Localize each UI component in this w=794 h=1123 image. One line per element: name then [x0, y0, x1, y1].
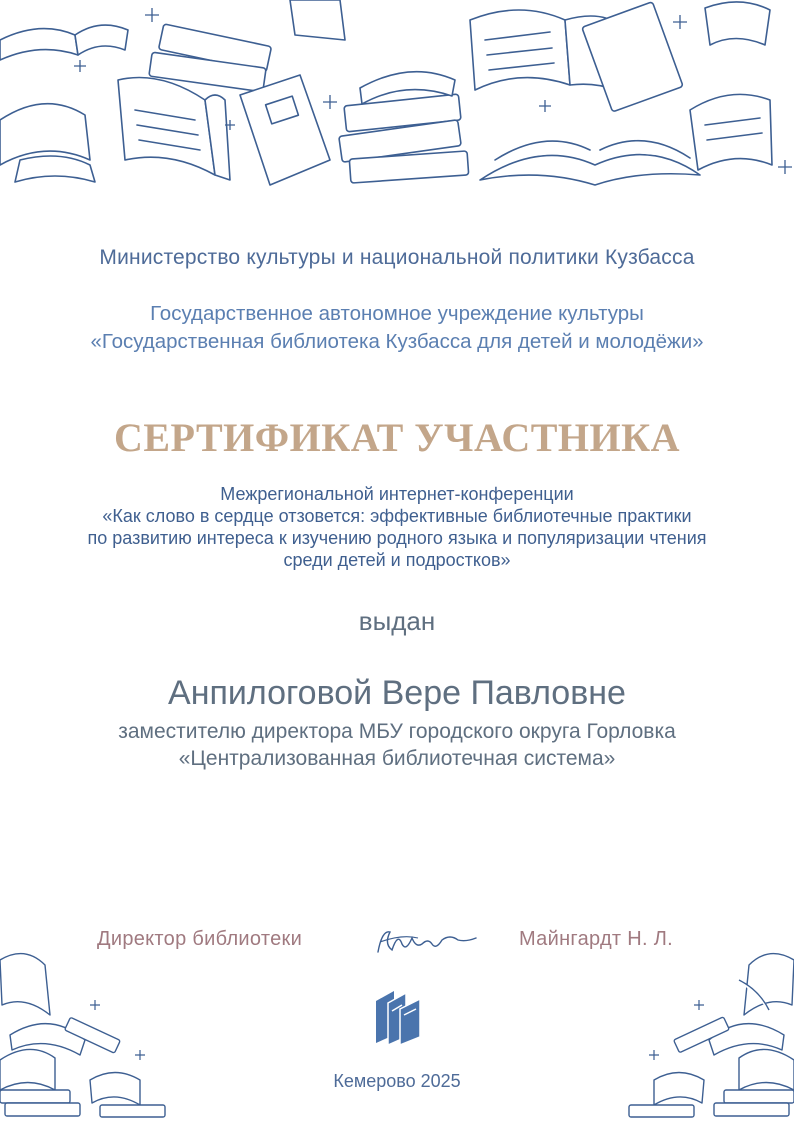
event-line: по развитию интереса к изучению родного языка и популяризации чтения	[87, 528, 707, 548]
event-line: «Как слово в сердце отзовется: эффективные библиотечные практики	[102, 506, 692, 526]
issued-label: выдан	[358, 606, 436, 636]
books-illustration-icon	[0, 0, 794, 195]
recipient-position-line: заместителю директора МБУ городского округа Горловка	[118, 720, 676, 743]
certificate-title: СЕРТИФИКАТ УЧАСТНИКА	[113, 415, 681, 460]
books-illustration-icon	[619, 940, 794, 1123]
signer-role: Директор библиотеки	[97, 928, 303, 950]
institution-type: Государственное автономное учреждение культуры	[150, 302, 644, 325]
event-line: среди детей и подростков»	[283, 550, 511, 570]
event-description	[20, 483, 774, 571]
books-logo-icon	[372, 985, 424, 1045]
recipient-name: Анпилоговой Вере Павловне	[168, 674, 626, 712]
event-line: Межрегиональной интернет-конференции	[220, 484, 574, 504]
books-illustration-icon	[0, 940, 175, 1123]
recipient-position	[0, 718, 794, 772]
handwritten-signature	[372, 922, 478, 958]
recipient-position-line: «Централизованная библиотечная система»	[178, 747, 616, 770]
institution-name: «Государственная библиотека Кузбасса для детей и молодёжи»	[90, 330, 704, 353]
signer-name: Майнгардт Н. Л.	[519, 928, 673, 950]
city-year: Кемерово 2025	[333, 1071, 461, 1091]
ministry-name: Министерство культуры и национальной политики Кузбасса	[99, 246, 695, 269]
